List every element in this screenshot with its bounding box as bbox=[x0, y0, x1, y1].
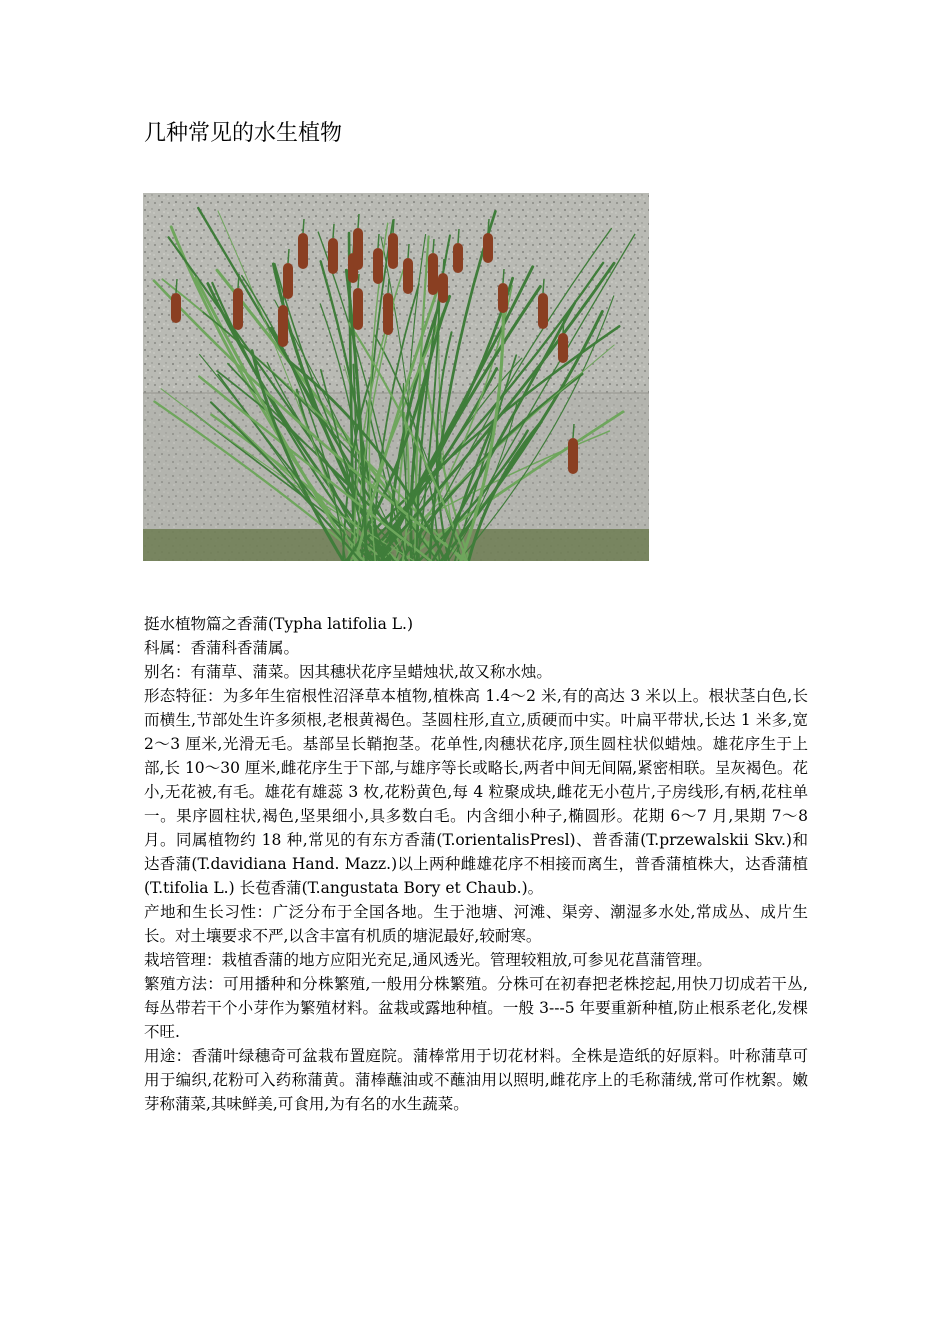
cattail-spike-tip bbox=[358, 274, 359, 288]
cattail-spike-tip bbox=[288, 249, 289, 263]
cattail-spike bbox=[298, 233, 308, 269]
cattail-spike bbox=[428, 253, 438, 295]
cattail-spike bbox=[353, 288, 363, 330]
cattail-spike-tip bbox=[176, 279, 177, 293]
cattail-spike bbox=[483, 233, 493, 263]
cattail-photo-icon bbox=[143, 193, 649, 561]
paragraph-cultivation: 栽培管理：栽植香蒲的地方应阳光充足,通风透光。管理较粗放,可参见花菖蒲管理。 bbox=[144, 951, 712, 969]
cattail-spike-tip bbox=[443, 259, 444, 273]
cattail-spike-tip bbox=[503, 269, 504, 283]
paragraph-propagation: 繁殖方法：可用播种和分株繁殖,一般用分株繁殖。分株可在初春把老株挖起,用快刀切成若干丛,每丛带若干个小芽作为繁殖材料。盆栽或露地种植。一般 3---5 年要重新种植,防止根系老化,发棵不旺. bbox=[144, 975, 808, 1041]
cattail-spike-tip bbox=[488, 219, 489, 233]
cattail-spike-tip bbox=[408, 244, 409, 258]
cattail-spike-tip bbox=[393, 219, 394, 233]
paragraph-uses: 用途：香蒲叶绿穗奇可盆栽布置庭院。蒲棒常用于切花材料。全株是造纸的好原料。叶称蒲草可用于编织,花粉可入药称蒲黄。蒲棒蘸油或不蘸油用以照明,雌花序上的毛称蒲绒,常可作枕絮。嫩芽称蒲菜,其味鲜美,可食用,为有名的水生蔬菜。 bbox=[144, 1047, 808, 1113]
cattail-spike-tip bbox=[358, 214, 359, 228]
cattail-spike bbox=[373, 248, 383, 284]
cattail-spike bbox=[568, 438, 578, 474]
cattail-spike bbox=[171, 293, 181, 323]
cattail-spike-tip bbox=[238, 274, 239, 288]
paragraph-morphology: 形态特征：为多年生宿根性沼泽草本植物,植株高 1.4～2 米,有的高达 3 米以上。根状茎白色,长而横生,节部处生许多须根,老根黄褐色。茎圆柱形,直立,质硬而中实。叶扁平带状,长达 1 米多,宽 2～3 厘米,光滑无毛。基部呈长鞘抱茎。花单性,肉穗状花序,顶生圆柱状似蜡烛。雄花序生于上部,长 10～30 厘米,雌花序生于下部,与雄序等长或略长,两者中间无间隔,紧密相联。呈灰褐色。花小,无花被,有毛。雄花有雄蕊 3 枚,花粉黄色,每 4 粒聚成块,雌花无小苞片,子房线形,有柄,花柱单一。果序圆柱状,褐色,坚果细小,具多数白毛。内含细小种子,椭圆形。花期 6～7 月,果期 7～8 月。同属植物约 18 种,常见的有东方香蒲(T.orientalisPresl)、普香蒲(T.przewalskii Skv.)和达香蒲(T.davidiana Hand. Mazz.)以上两种雌雄花序不相接而离生，普香蒲植株大，达香蒲植 (T.tifolia L.) 长苞香蒲(T.angustata Bory et Chaub.)。 bbox=[144, 687, 808, 897]
cattail-spike-tip bbox=[573, 424, 574, 438]
cattail-spike bbox=[383, 293, 393, 335]
cattail-spike-tip bbox=[378, 234, 379, 248]
cattail-spike-tip bbox=[333, 224, 334, 238]
cattail-illustration bbox=[143, 193, 649, 561]
cattail-spike bbox=[283, 263, 293, 299]
cattail-spike-tip bbox=[388, 279, 389, 293]
cattail-spike-tip bbox=[433, 239, 434, 253]
cattail-spike-tip bbox=[563, 319, 564, 333]
article-body bbox=[144, 612, 808, 1116]
cattail-spike-tip bbox=[543, 279, 544, 293]
cattail-spike bbox=[558, 333, 568, 363]
cattail-spike bbox=[328, 238, 338, 274]
paragraph-heading: 挺水植物篇之香蒲(Typha latifolia L.) bbox=[144, 615, 414, 633]
paragraph-family: 科属：香蒲科香蒲属。 bbox=[144, 639, 300, 657]
cattail-spike-tip bbox=[303, 219, 304, 233]
cattail-spike-tip bbox=[458, 229, 459, 243]
cattail-spike bbox=[438, 273, 448, 303]
cattail-spike bbox=[388, 233, 398, 269]
cattail-spike bbox=[538, 293, 548, 329]
cattail-spike bbox=[233, 288, 243, 330]
page-title: 几种常见的水生植物 bbox=[144, 121, 343, 146]
cattail-spike bbox=[498, 283, 508, 313]
paragraph-habitat: 产地和生长习性：广泛分布于全国各地。生于池塘、河滩、渠旁、潮湿多水处,常成丛、成片生长。对土壤要求不严,以含丰富有机质的塘泥最好,较耐寒。 bbox=[144, 903, 808, 945]
paragraph-alias: 别名：有蒲草、蒲菜。因其穗状花序呈蜡烛状,故又称水烛。 bbox=[144, 663, 552, 681]
cattail-spike bbox=[453, 243, 463, 273]
cattail-spike bbox=[403, 258, 413, 294]
cattail-spike bbox=[353, 228, 363, 270]
cattail-spike bbox=[278, 305, 288, 347]
